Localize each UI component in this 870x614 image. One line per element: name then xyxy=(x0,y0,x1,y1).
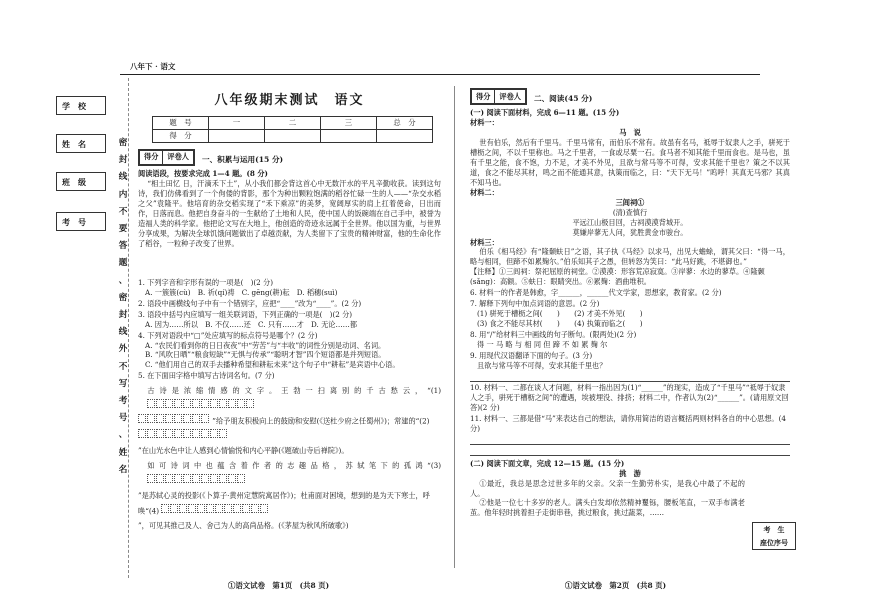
reading-passage: “相土田忆 日，汗滴禾下土”，从小我们都会背这首心中无数汗水的平凡辛勤收获。读到这句诗，我们仿佛看到了一个佝偻的背影，那个为种出颗粒饱满的稻谷忙碌一生的人——“杂交水稻之父”袁隆平。他培育的杂交稻实现了“禾下乘凉”的美梦，宽阔厚实的肩上扛着使命，日出而作，日落而息。他把自身奋斗的一生献给了土地和人民，使中国人的饭碗端在自己手中，被誉为造福人类的科学家。他把论文写在大地上，他创造的奇迹永远属于全世界。他以国为重，与世界分享成果，为解决全球饥饿问题做出了卓越贡献，为人类留下了宝贵的精神财富，他的生命化作了稻谷，一粒种子改变了世界。 xyxy=(138,178,441,248)
question-8: 8. 用“/”给材料三中画线的句子断句。(限两处)(2 分) xyxy=(470,330,637,340)
grader-box: 得分 评卷人 xyxy=(470,88,527,105)
question-3-options: A. 因为……所以 B. 不仅……还 C. 只有……才 D. 无论……都 xyxy=(145,319,358,329)
page-header xyxy=(120,62,760,75)
section-one-title: 一、积累与运用(15 分) xyxy=(202,154,284,164)
article-body: ①最近，我总是思念过世多年的父亲。父亲一生勤劳朴实，是我心中最了不起的人。 ②他是一位七十多岁的老人。满头白发却依然精神矍铄，腰板笔直，一双手布满老茧。他年轻时挑着担子走街串巷，挑过粮食，挑过蔬菜，…… xyxy=(470,478,745,518)
question-6: 6. 材料一的作者是韩愈，字______，______代文学家，思想家，教育家。(2 分) xyxy=(470,288,722,298)
page-one-footer: ①语文试卷 第1页 (共8 页) xyxy=(228,581,330,590)
question-7-items: (3) 食之不能尽其材( ) (4) 执策而临之( ) xyxy=(477,319,643,329)
material-three-label: 材料三： xyxy=(470,237,499,247)
section-one-header xyxy=(138,149,441,169)
score-cell[interactable] xyxy=(377,129,433,142)
question-9-sentence: 且欲与常马等不可得，安求其能千里也？ xyxy=(477,360,607,370)
page-one xyxy=(138,80,441,534)
seal-line-warning: 密 封 线 内 不 要 答 题 、 密 封 线 外 不 写 考 号 、 姓 名 xyxy=(118,138,128,475)
page-divider xyxy=(454,86,455,568)
answer-line[interactable] xyxy=(470,446,790,456)
article-title: 挑 游 xyxy=(619,468,641,478)
fold-line xyxy=(128,78,129,578)
question-9: 9. 用现代汉语翻译下面的句子。(3 分) xyxy=(470,350,593,360)
answer-grid[interactable] xyxy=(138,399,255,414)
exam-title: 八年级期末测试 语文 xyxy=(214,93,365,108)
question-1-options: A. 一簇簇(cù) B. 祈(qí)祷 C. gēng(耕)耘 D. 稻穗(suì) xyxy=(145,287,338,297)
annotation-notes: 【注释】①三闾祠：祭祀屈原的祠堂。②漠漠：形容荒凉寂寞。③岸蓼：水边的蓼草。④隆颡(sǎng)：高额。⑤蚨日：眼睛突出。⑥累麹：酒曲堆积。 xyxy=(470,267,765,287)
question-4-option-c: C. “他们用自己的双手去播种希望和耕耘未来”这个句子中“耕耘”是宾语中心语。 xyxy=(145,360,400,370)
material-one-title: 马 说 xyxy=(619,127,641,137)
question-7: 7. 解释下列句中加点词语的意思。(2 分) xyxy=(470,299,600,309)
page-two xyxy=(470,80,790,518)
page-two-footer: ①语文试卷 第2页 (共8 页) xyxy=(565,581,667,590)
score-table: 题 号 一 二 三 总 分 得 分 xyxy=(152,116,433,143)
score-cell[interactable] xyxy=(321,129,377,142)
question-7-items: (1) 骈死于槽枥之间( ) (2) 才美不外见( ) xyxy=(477,309,643,319)
exam-number-field[interactable]: 考 号 xyxy=(56,212,106,231)
answer-grid[interactable] xyxy=(138,414,210,429)
answer-line[interactable] xyxy=(470,435,790,445)
section-one-intro: 阅读语段，按要求完成 1—4 题。(8 分) xyxy=(138,168,268,178)
question-5: 5. 在下面田字格中填写古诗词名句。(7 分) xyxy=(138,371,275,381)
material-two-poem-line: 平远江山极目回，古祠漠漠背城开。 xyxy=(572,217,688,227)
material-two-label: 材料二： xyxy=(470,187,499,197)
question-3: 3. 语段中括号内应填写一组关联词语，下列正确的一项是( )(2 分) xyxy=(138,309,353,319)
question-8-sentence: 得 一 马 略 与 相 同 但 蹄 不 如 累 麹 尔 xyxy=(477,340,608,349)
question-4-option-a: A. “农民们看到你的日日夜夜”中“劳苦”与“丰收”的词性分别是动词、名词。 xyxy=(145,340,386,350)
question-10: 10. 材料一、二都在谈人才问题，材料一指出因为(1)“______”的现实，造成了“千里马”“祗辱于奴隶人之手，骈死于槽枥之间”的遭遇，埃被埋没、排挤；材料二中，作者认为(2)“______”。(请用原文回答)(2 分) xyxy=(470,382,789,412)
question-2: 2. 语段中画横线句子中有一个错别字，应把“____”改为“____”。(2 分) xyxy=(138,298,362,308)
section-two-header xyxy=(470,88,790,108)
answer-grid[interactable] xyxy=(138,474,246,489)
class-field[interactable]: 班 级 xyxy=(56,172,106,191)
score-cell[interactable] xyxy=(265,129,321,142)
material-three-text: 伯乐《相马经》有“隆颡蚨日”之语，其子执《马经》以求马，出见大蟾蜍，谓其父曰：“得一马，略与相同，但蹄不如累麹尔。”伯乐知其子之愚，但转怒为笑曰：“此马好跳，不堪御也。” xyxy=(470,247,790,267)
part-one-title: (一) 阅读下面材料，完成 6—11 题。(15 分) xyxy=(470,108,620,117)
question-11: 11. 材料一、三都是借“马”来表达自己的想法，请你用简洁的语言概括两则材料各自的中心思想。(4 分) xyxy=(470,413,786,433)
school-field[interactable]: 学 校 xyxy=(56,96,106,115)
section-two-title: 二、阅读(45 分) xyxy=(534,94,593,103)
part-two-title: (二) 阅读下面文章，完成 12—15 题。(15 分) xyxy=(470,458,625,468)
material-two-author: (清)查慎行 xyxy=(612,207,648,217)
seat-number-box[interactable]: 考 生 座位序号 xyxy=(752,522,796,550)
material-two-poem-line: 莫嫌岸蓼无人问，犹胜黄金市骏台。 xyxy=(572,227,688,237)
score-cell[interactable] xyxy=(209,129,265,142)
question-1: 1. 下列字音和字形有误的一项是( )(2 分) xyxy=(138,277,274,287)
poem-fill-block: 古诗是浓缩情感的文字。王勃一扫离别的千古愁云，“(1) ”给予朋友积极向上的鼓励和安慰(《送杜少府之任蜀州》)；常建的“(2) ”在山光水色中让人感到心情愉悦和内心平静(《题破山寺后禅院》)。 如可诗词中也蕴含着作者的志趣品格，苏轼笔下的孤鸿“(3) ”是苏轼心灵的投影(《卜算子·黄州定慧院寓居作》)；杜甫面对困境，想到的是为天下寒士，呼唤“(4) ”，可见其推己及人、舍己为人的高尚品格。(《茅屋为秋风所破歌》) xyxy=(138,386,441,531)
material-one-text: 世有伯乐，然后有千里马。千里马常有，而伯乐不常有。故虽有名马，祗辱于奴隶人之手，骈死于槽枥之间，不以千里称也。马之千里者，一食或尽粟一石。食马者不知其能千里而食也。是马也，虽有千里之能，食不饱，力不足，才美不外见，且欲与常马等不可得，安求其能千里也？策之不以其道，食之不能尽其材，鸣之而不能通其意，执策而临之，曰：“天下无马！”呜呼！其真无马邪？其真不知马也。 xyxy=(470,137,790,187)
question-4-option-b: B. “风吹日晒”“粮食短缺”“无惧与传承”“聪明才智”四个短语都是并列短语。 xyxy=(145,350,386,360)
question-4: 4. 下列对语段中“□”处应填写的标点符号是哪个？(2 分) xyxy=(138,330,318,340)
binding-margin xyxy=(0,0,128,614)
material-one-label: 材料一： xyxy=(470,117,499,127)
name-field[interactable]: 姓 名 xyxy=(56,134,106,153)
answer-line[interactable] xyxy=(470,372,790,382)
material-two-title: 三闾祠① xyxy=(615,197,645,207)
answer-grid[interactable] xyxy=(138,429,228,444)
grade-label: 八年下 · 语文 xyxy=(130,62,176,71)
grader-box: 得分 评卷人 xyxy=(138,149,195,166)
answer-grid[interactable] xyxy=(161,504,269,519)
